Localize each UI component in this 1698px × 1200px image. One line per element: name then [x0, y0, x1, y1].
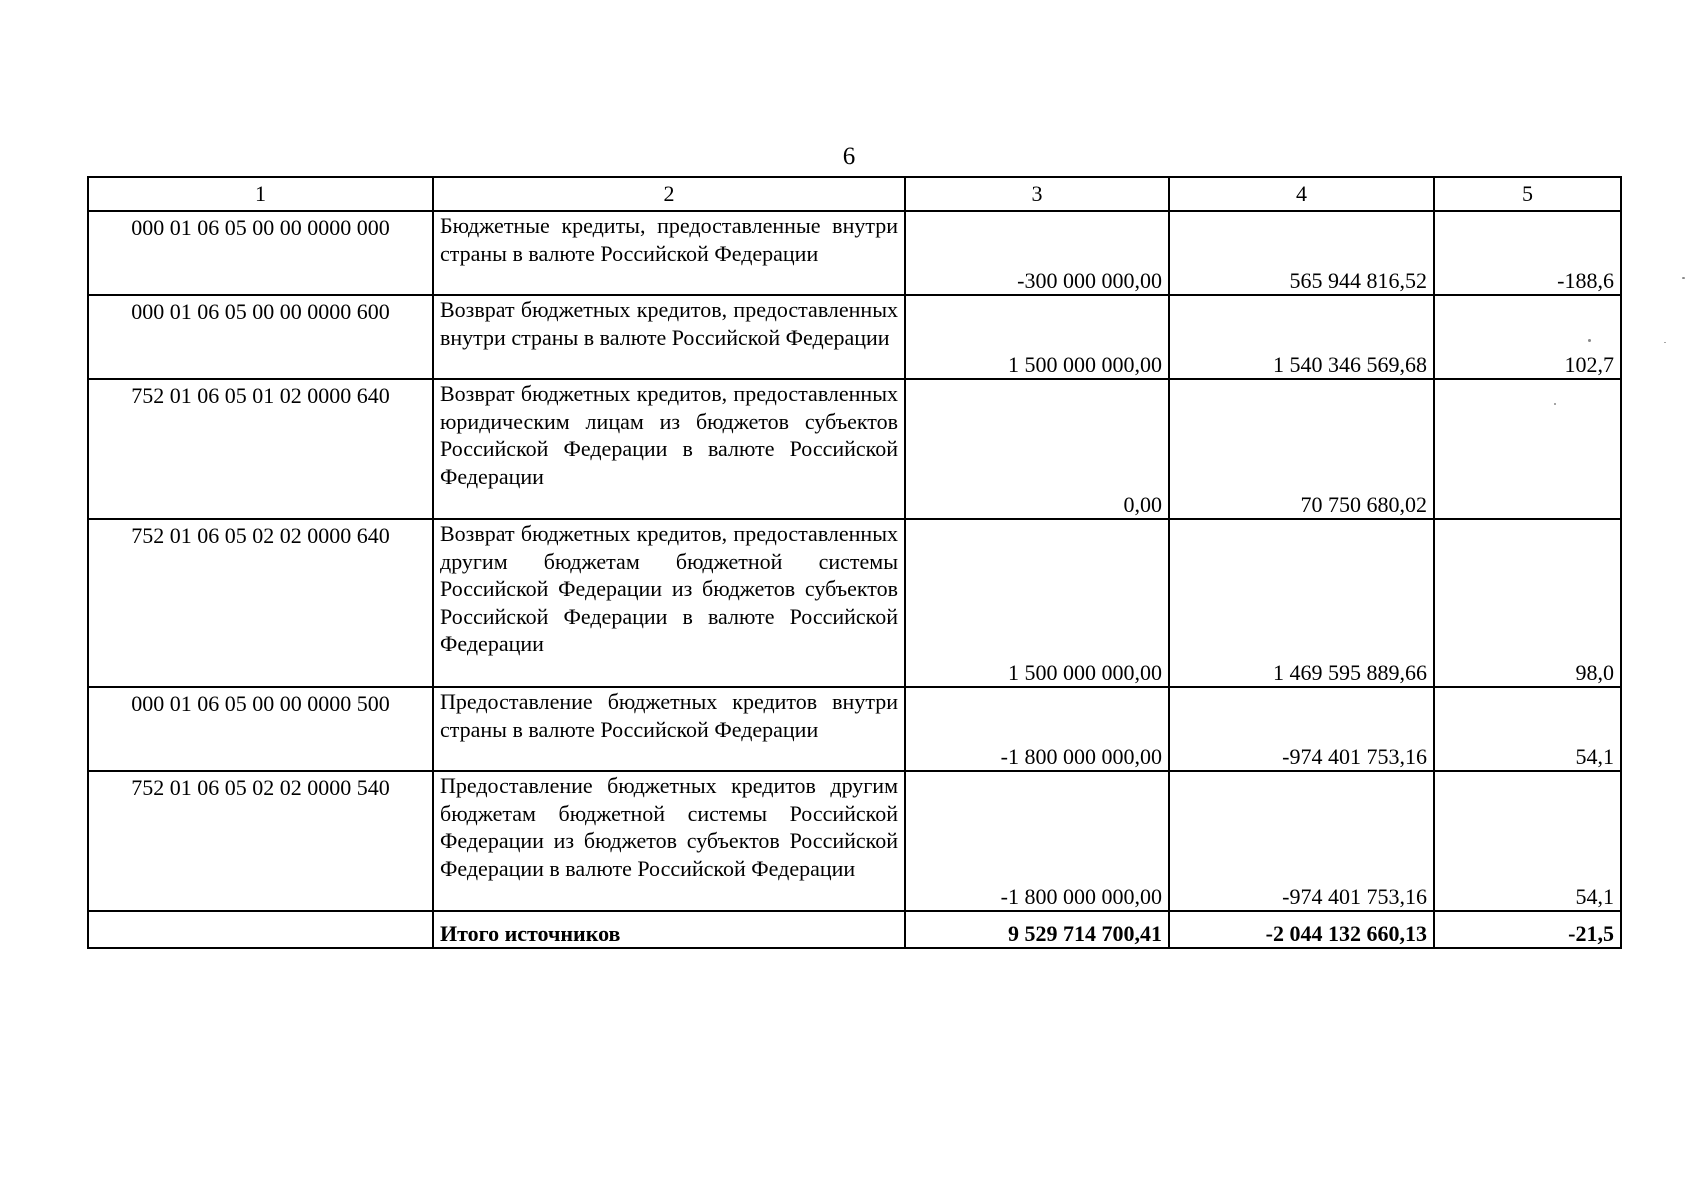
description-cell: Возврат бюджетных кредитов, предоставленных внутри страны в валюте Российской Федерации [433, 295, 905, 379]
percent-cell: 54,1 [1434, 771, 1621, 911]
total-actual-amount: -2 044 132 660,13 [1169, 911, 1434, 948]
column-header-2: 2 [433, 177, 905, 211]
percent-cell: 54,1 [1434, 687, 1621, 771]
scan-speck [1682, 277, 1685, 279]
total-percent: -21,5 [1434, 911, 1621, 948]
table-row [88, 771, 1621, 911]
actual-amount-cell: 565 944 816,52 [1169, 211, 1434, 295]
actual-amount-cell: 1 469 595 889,66 [1169, 519, 1434, 687]
header-row [88, 177, 1621, 211]
description-cell: Возврат бюджетных кредитов, предоставленных другим бюджетам бюджетной системы Российской Федерации из бюджетов субъектов Российской Федерации в валюте Российской Федерации [433, 519, 905, 687]
table-row [88, 687, 1621, 771]
column-header-4: 4 [1169, 177, 1434, 211]
plan-amount-cell: 1 500 000 000,00 [905, 295, 1169, 379]
description-cell: Возврат бюджетных кредитов, предоставленных юридическим лицам из бюджетов субъектов Российской Федерации в валюте Российской Федерации [433, 379, 905, 519]
plan-amount-cell: 1 500 000 000,00 [905, 519, 1169, 687]
scan-speck [1664, 342, 1666, 343]
total-plan-amount: 9 529 714 700,41 [905, 911, 1169, 948]
page-number: 6 [842, 143, 856, 170]
budget-code-cell: 000 01 06 05 00 00 0000 500 [88, 687, 433, 771]
budget-code-cell: 000 01 06 05 00 00 0000 600 [88, 295, 433, 379]
actual-amount-cell: 1 540 346 569,68 [1169, 295, 1434, 379]
budget-code-cell: 752 01 06 05 01 02 0000 640 [88, 379, 433, 519]
plan-amount-cell: -1 800 000 000,00 [905, 687, 1169, 771]
column-header-3: 3 [905, 177, 1169, 211]
budget-code-cell: 752 01 06 05 02 02 0000 540 [88, 771, 433, 911]
budget-code-cell: 000 01 06 05 00 00 0000 000 [88, 211, 433, 295]
plan-amount-cell: -1 800 000 000,00 [905, 771, 1169, 911]
table-row [88, 211, 1621, 295]
table-row [88, 379, 1621, 519]
description-cell: Бюджетные кредиты, предоставленные внутри страны в валюте Российской Федерации [433, 211, 905, 295]
scan-speck [1588, 339, 1591, 342]
total-row [88, 911, 1621, 948]
budget-code-cell: 752 01 06 05 02 02 0000 640 [88, 519, 433, 687]
sources-table [87, 176, 1622, 949]
table-row [88, 519, 1621, 687]
actual-amount-cell: -974 401 753,16 [1169, 771, 1434, 911]
actual-amount-cell: 70 750 680,02 [1169, 379, 1434, 519]
scan-speck [1554, 403, 1556, 405]
plan-amount-cell: 0,00 [905, 379, 1169, 519]
plan-amount-cell: -300 000 000,00 [905, 211, 1169, 295]
percent-cell: 98,0 [1434, 519, 1621, 687]
actual-amount-cell: -974 401 753,16 [1169, 687, 1434, 771]
budget-code-cell [88, 911, 433, 948]
column-header-1: 1 [88, 177, 433, 211]
description-cell: Предоставление бюджетных кредитов другим бюджетам бюджетной системы Российской Федерации из бюджетов субъектов Российской Федерации в валюте Российской Федерации [433, 771, 905, 911]
percent-cell [1434, 379, 1621, 519]
total-label: Итого источников [433, 911, 905, 948]
percent-cell: -188,6 [1434, 211, 1621, 295]
percent-cell: 102,7 [1434, 295, 1621, 379]
description-cell: Предоставление бюджетных кредитов внутри страны в валюте Российской Федерации [433, 687, 905, 771]
column-header-5: 5 [1434, 177, 1621, 211]
table-row [88, 295, 1621, 379]
